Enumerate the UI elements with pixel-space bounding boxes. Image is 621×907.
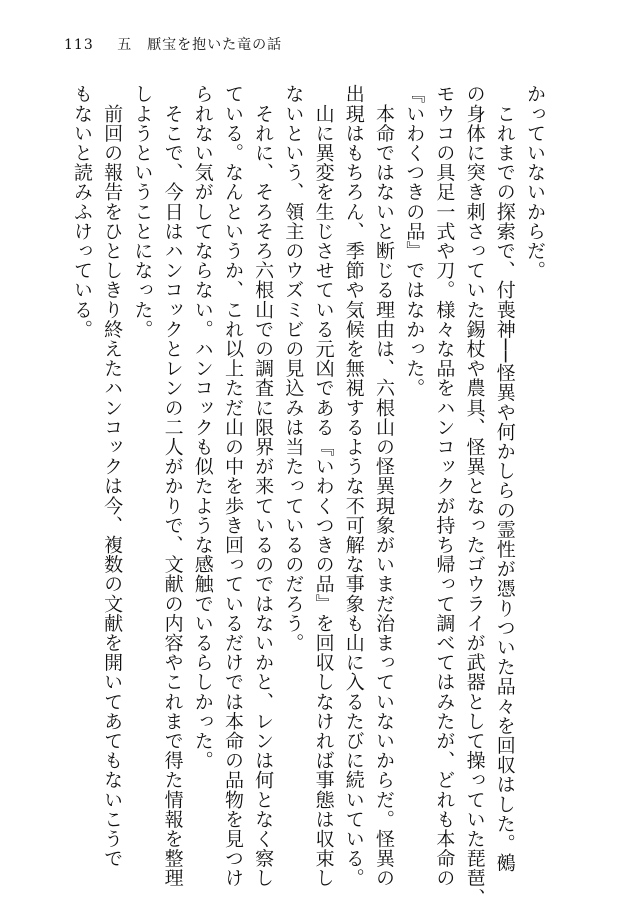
text-line: これまでの探索で、付喪神──怪異や何かしらの霊性が憑りついた品々を回収はした。鵺 [493, 84, 516, 873]
text-line: もないと読みふけっている。 [70, 84, 93, 339]
text-line: 本命ではないと断じる理由は、六根山の怪異現象がいまだ治まっていないからだ。怪異の [372, 84, 395, 888]
text-line: られない気がしてならない。ハンコックも似たような感触でいるらしかった。 [191, 84, 214, 770]
text-line: 出現はもちろん、季節や気候を無視するような不可解な事象も山に入るたびに続いている。 [342, 84, 365, 888]
text-line: そこで、今日はハンコックとレンの二人がかりで、文献の内容やこれまで得た情報を整理 [161, 84, 184, 888]
text-line: 『いわくつきの品』ではなかった。 [403, 84, 426, 398]
text-line: しようということになった。 [131, 84, 154, 339]
page-number: 113 [64, 37, 94, 53]
text-line: ないという、領主のウズミビの見込みは当たっているのだろう。 [282, 84, 305, 653]
text-line: 山に異変を生じさせている元凶である『いわくつきの品』を回収しなければ事態は収束し [312, 84, 335, 888]
vertical-text-body [62, 84, 550, 907]
text-line: 前回の報告をひとしきり終えたハンコックは今、複数の文献を開いてあてもないこうで [101, 84, 124, 868]
text-line: ている。なんというか、これ以上ただ山の中を歩き回っているだけでは本命の品物を見つけ [221, 84, 244, 888]
chapter-title: 五 厭宝を抱いた竜の話 [117, 37, 283, 53]
running-header [64, 34, 282, 54]
text-line: モウコの具足一式や刀。様々な品をハンコックが持ち帰って調べてはみたが、どれも本命の [433, 84, 456, 888]
text-line: の身体に突き刺さっていた錫杖や農具、怪異となったゴウライが武器として操っていた琵琶、 [463, 84, 486, 907]
text-line: それに、そろそろ六根山での調査に限界が来ているのではないかと、レンは何となく察し [252, 84, 275, 888]
text-line: かっていないからだ。 [524, 84, 546, 280]
